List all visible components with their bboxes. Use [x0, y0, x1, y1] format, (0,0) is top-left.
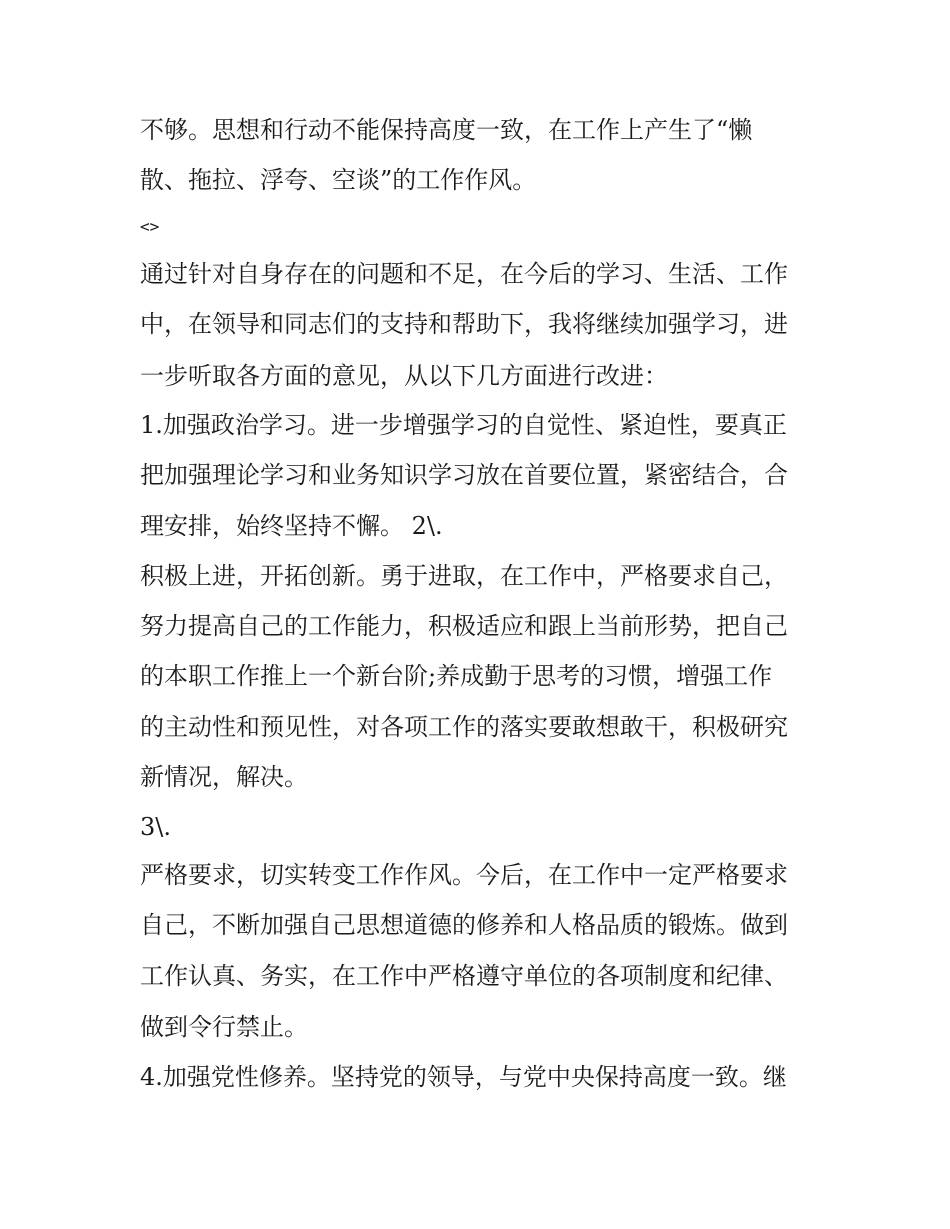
- text-line: 理安排，始终坚持不懈。 2\.: [140, 512, 443, 540]
- text-line: 积极上进，开拓创新。勇于进取，在工作中，严格要求自己，: [140, 562, 788, 590]
- text-line: 工作认真、务实，在工作中严格遵守单位的各项制度和纪律、: [140, 962, 788, 990]
- text-line: 把加强理论学习和业务知识学习放在首要位置，紧密结合，合: [140, 461, 788, 489]
- text-line: 1.加强政治学习。进一步增强学习的自觉性、紧迫性，要真正: [140, 411, 787, 439]
- text-line: 一步听取各方面的意见，从以下几方面进行改进：: [140, 362, 668, 390]
- text-line: 不够。思想和行动不能保持高度一致，在工作上产生了“懒: [140, 116, 753, 144]
- text-line: 中，在领导和同志们的支持和帮助下，我将继续加强学习，进: [140, 310, 788, 338]
- text-line: 的主动性和预见性，对各项工作的落实要敢想敢干，积极研究: [140, 713, 788, 741]
- text-line: 新情况，解决。: [140, 763, 308, 791]
- text-line: 做到令行禁止。: [140, 1013, 308, 1041]
- text-line: 严格要求，切实转变工作作风。今后，在工作中一定严格要求: [140, 861, 788, 889]
- text-line: 的本职工作推上一个新台阶;养成勤于思考的习惯，增强工作: [140, 662, 773, 690]
- text-line: 4.加强党性修养。坚持党的领导，与党中央保持高度一致。继: [140, 1063, 787, 1091]
- text-line: 努力提高自己的工作能力，积极适应和跟上当前形势，把自己: [140, 612, 788, 640]
- text-line: 散、拖拉、浮夸、空谈”的工作作风。: [140, 166, 537, 194]
- text-line-marker: <>: [140, 217, 160, 236]
- text-line: 通过针对自身存在的问题和不足，在今后的学习、生活、工作: [140, 260, 788, 288]
- text-line: 自己，不断加强自己思想道德的修养和人格品质的锻炼。做到: [140, 911, 788, 939]
- text-line: 3\.: [140, 813, 171, 841]
